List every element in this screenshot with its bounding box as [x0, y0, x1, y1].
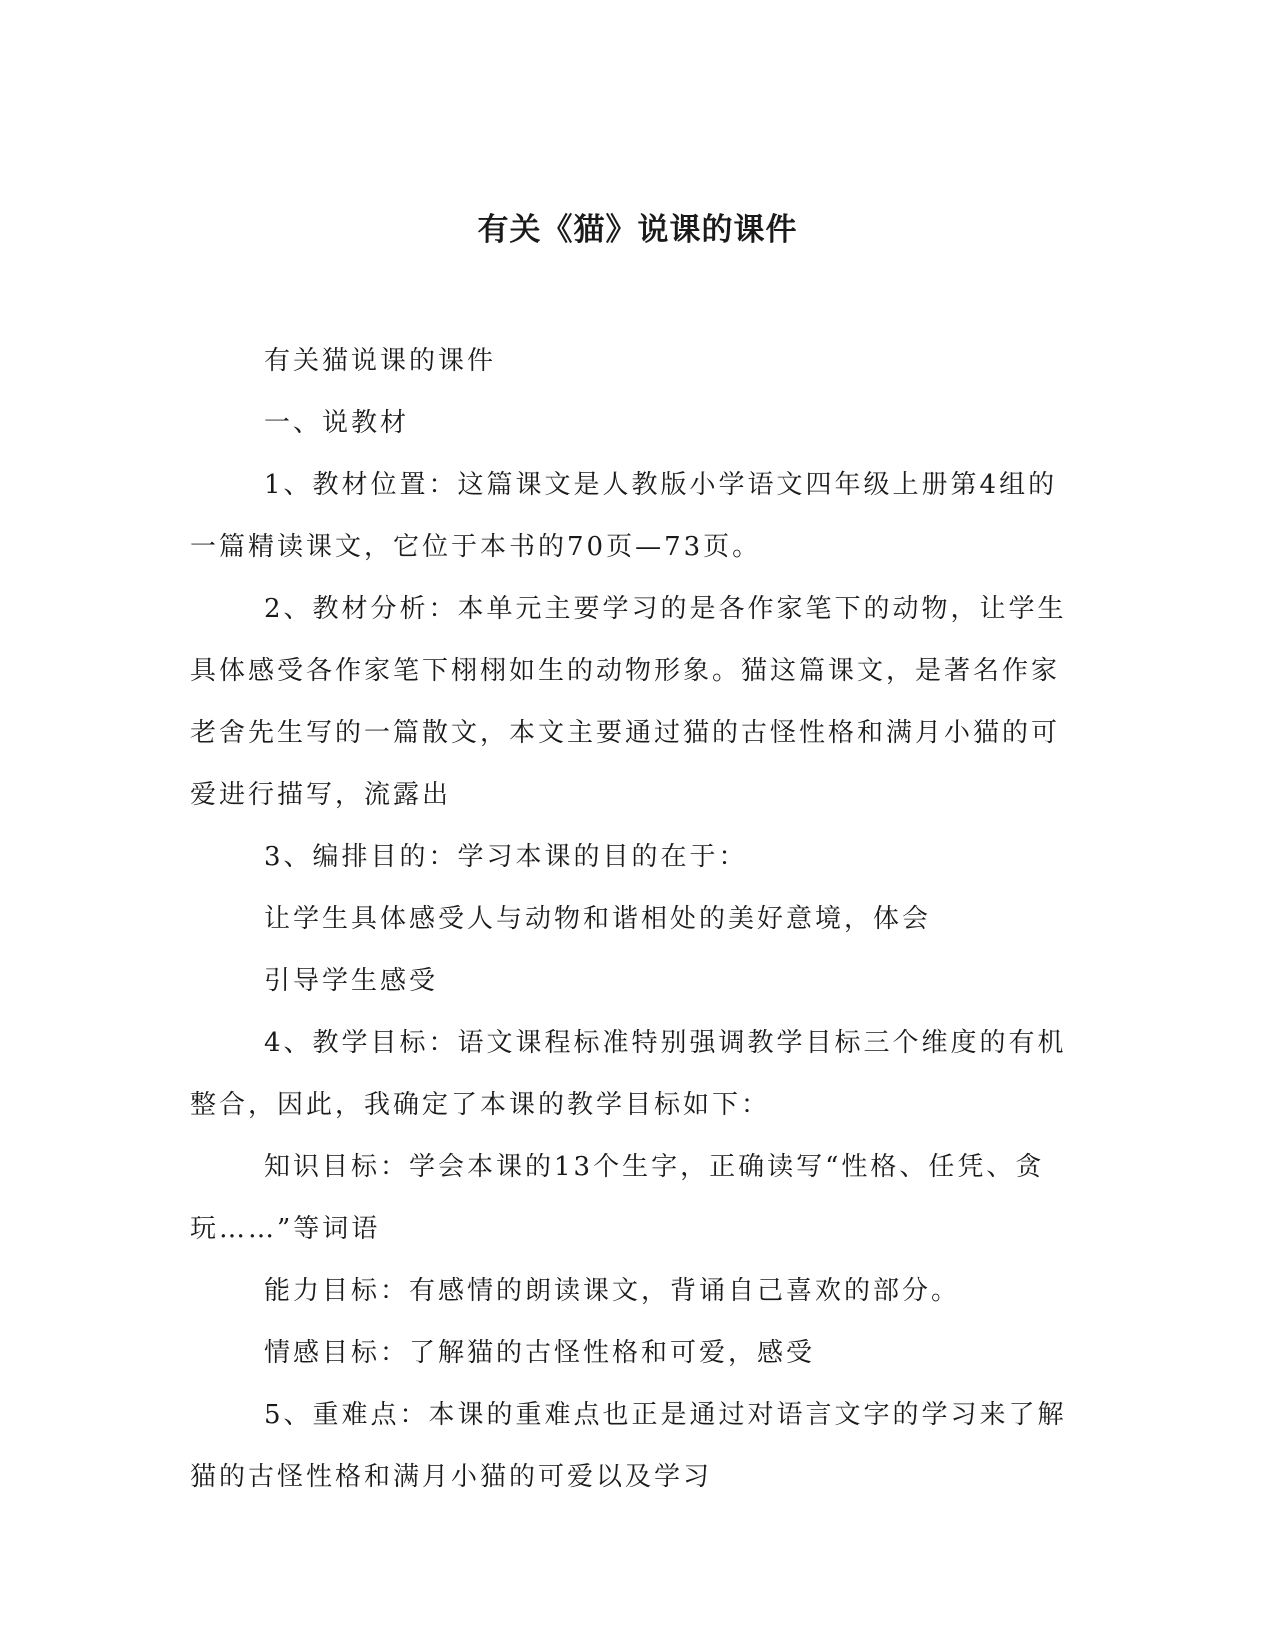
paragraph-teaching-goals: 4、教学目标：语文课程标准特别强调教学目标三个维度的有机整合，因此，我确定了本课的教学目标如下：	[190, 1028, 1067, 1120]
document-body	[190, 330, 1070, 1508]
paragraph-emotion-goal: 情感目标：了解猫的古怪性格和可爱，感受	[264, 1338, 816, 1368]
paragraph-purpose-2: 引导学生感受	[264, 966, 439, 996]
paragraph-heading: 有关猫说课的课件	[264, 346, 497, 376]
paragraph-ability-goal: 能力目标：有感情的朗读课文，背诵自己喜欢的部分。	[264, 1276, 961, 1306]
paragraph-purpose-1: 让学生具体感受人与动物和谐相处的美好意境，体会	[264, 904, 932, 934]
paragraph-arrangement-purpose: 3、编排目的：学习本课的目的在于：	[264, 842, 748, 872]
paragraph-key-points: 5、重难点：本课的重难点也正是通过对语言文字的学习来了解猫的古怪性格和满月小猫的可爱以及学习	[190, 1400, 1067, 1492]
document-title: 有关《猫》说课的课件	[477, 212, 798, 248]
paragraph-textbook-analysis: 2、教材分析：本单元主要学习的是各作家笔下的动物，让学生具体感受各作家笔下栩栩如生的动物形象。猫这篇课文，是著名作家老舍先生写的一篇散文，本文主要通过猫的古怪性格和满月小猫的可爱进行描写，流露出	[190, 594, 1067, 810]
paragraph-section-1: 一、说教材	[264, 408, 410, 438]
paragraph-knowledge-goal: 知识目标：学会本课的13个生字，正确读写“性格、任凭、贪玩……”等词语	[190, 1152, 1045, 1244]
paragraph-textbook-position: 1、教材位置：这篇课文是人教版小学语文四年级上册第4组的一篇精读课文，它位于本书的70页—73页。	[190, 470, 1058, 562]
